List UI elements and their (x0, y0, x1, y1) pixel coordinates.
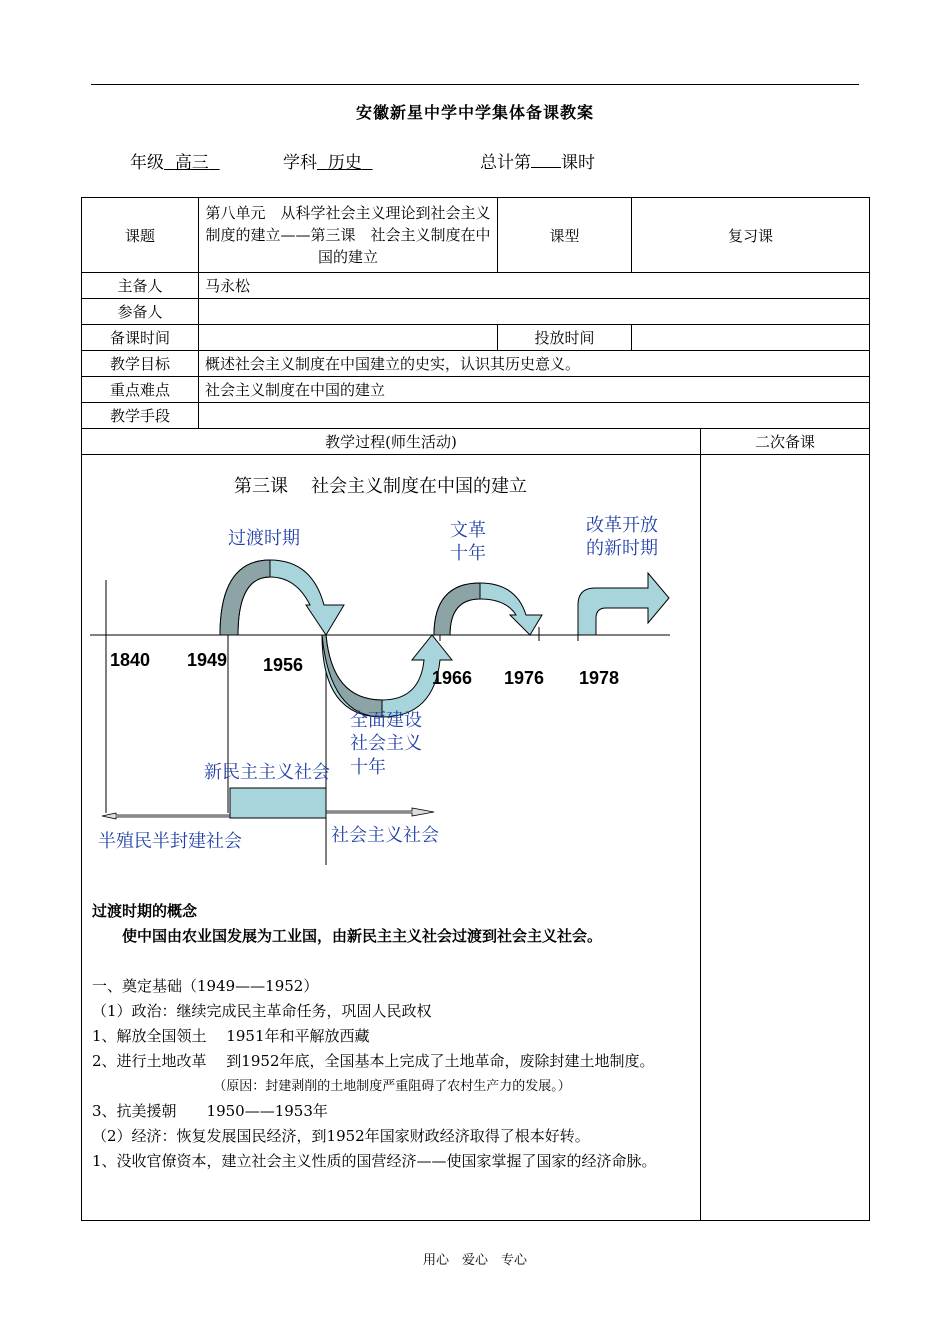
deliver-time-value (632, 325, 870, 351)
content-line: （原因：封建剥削的土地制度严重阻碍了农村生产力的发展。） (213, 1079, 571, 1094)
concept-text: 使中国由农业国发展为工业国，由新民主主义社会过渡到社会主义社会。 (122, 928, 603, 945)
type-value: 复习课 (632, 198, 870, 273)
topic-row (82, 198, 870, 273)
key-row (82, 377, 870, 403)
content-line: 3、抗美援朝 1950——1953年 (92, 1102, 328, 1120)
socialist-arrow-icon (326, 808, 434, 816)
goal-row (82, 351, 870, 377)
lesson-plan-table (81, 197, 870, 1221)
timeline-diagram (82, 455, 700, 875)
second-prep-cell (701, 455, 870, 1221)
time-row (82, 325, 870, 351)
key-label: 重点难点 (82, 377, 199, 403)
construction-label-1: 全面建设 (350, 710, 422, 730)
process-header: 教学过程(师生活动) (82, 429, 701, 455)
content-line: 2、进行土地改革 到1952年底，全国基本上完成了土地革命，废除封建土地制度。 (92, 1052, 655, 1070)
semi-colonial-label: 半殖民半封建社会 (98, 831, 242, 851)
process-cell (82, 455, 701, 1221)
reform-arrow-icon (578, 573, 669, 635)
grade-field (130, 148, 220, 173)
footer: 用心 爱心 专心 (422, 1253, 527, 1268)
year-label: 1949 (187, 650, 228, 670)
year-label: 1966 (432, 668, 473, 688)
content-line: （1）政治：继续完成民主革命任务，巩固人民政权 (92, 1002, 432, 1020)
total-suffix: 课时 (561, 153, 595, 173)
key-value: 社会主义制度在中国的建立 (199, 377, 870, 403)
content-line: 1、没收官僚资本，建立社会主义性质的国营经济——使国家掌握了国家的经济命脉。 (92, 1152, 657, 1170)
means-row (82, 403, 870, 429)
reform-label-2: 的新时期 (586, 538, 658, 558)
socialist-label: 社会主义社会 (331, 825, 439, 845)
grade-label: 年级 (130, 153, 164, 173)
second-prep-header: 二次备课 (701, 429, 870, 455)
subject-label: 学科 (283, 153, 317, 173)
deliver-time-label: 投放时间 (498, 325, 632, 351)
year-label: 1956 (263, 655, 304, 675)
year-label: 1840 (110, 650, 151, 670)
topic-label: 课题 (82, 198, 199, 273)
prep-time-value (199, 325, 498, 351)
total-prefix: 总计第 (480, 153, 531, 173)
construction-label-3: 十年 (350, 757, 386, 777)
cultural-label-2: 十年 (450, 543, 486, 563)
participants-label: 参备人 (82, 299, 199, 325)
means-value (199, 403, 870, 429)
content-line: （2）经济：恢复发展国民经济，到1952年国家财政经济取得了根本好转。 (92, 1127, 590, 1145)
participants-row (82, 299, 870, 325)
total-field (480, 148, 595, 173)
content-line: 1、解放全国领土 1951年和平解放西藏 (92, 1027, 370, 1045)
construction-arrow-shade (322, 635, 382, 717)
transition-arrow-shade (220, 560, 270, 635)
construction-label-2: 社会主义 (350, 733, 422, 753)
topic-value: 第八单元 从科学社会主义理论到社会主义制度的建立——第三课 社会主义制度在中国的建立 (199, 198, 498, 273)
cultural-revolution-arrow-shade (434, 583, 480, 635)
subject-value: 历史 (327, 153, 362, 173)
new-democracy-box (230, 788, 326, 818)
prep-time-label: 备课时间 (82, 325, 199, 351)
total-blank (531, 166, 561, 168)
year-label: 1976 (504, 668, 545, 688)
diagram-title: 第三课 社会主义制度在中国的建立 (234, 476, 527, 496)
subject-field (283, 148, 373, 173)
process-row (82, 455, 870, 1221)
concept-title: 过渡时期的概念 (92, 903, 198, 920)
goal-value: 概述社会主义制度在中国建立的史实，认识其历史意义。 (199, 351, 870, 377)
participants-value (199, 299, 870, 325)
cultural-label-1: 文革 (450, 520, 486, 540)
new-democracy-label: 新民主主义社会 (204, 762, 330, 782)
goal-label: 教学目标 (82, 351, 199, 377)
transition-label: 过渡时期 (228, 528, 300, 548)
grade-value: 高三 (174, 153, 209, 173)
top-rule (91, 84, 859, 85)
lesson-content (92, 899, 692, 1174)
year-label: 1978 (579, 668, 620, 688)
means-label: 教学手段 (82, 403, 199, 429)
content-line: 一、奠定基础（1949——1952） (92, 977, 319, 995)
type-label: 课型 (498, 198, 632, 273)
reform-label-1: 改革开放 (586, 515, 658, 535)
lead-row (82, 273, 870, 299)
semi-colonial-arrow-icon (102, 813, 230, 819)
document-title: 安徽新星中学中学集体备课教案 (355, 103, 594, 122)
lead-value: 马永松 (199, 273, 870, 299)
lead-label: 主备人 (82, 273, 199, 299)
process-header-row (82, 429, 870, 455)
